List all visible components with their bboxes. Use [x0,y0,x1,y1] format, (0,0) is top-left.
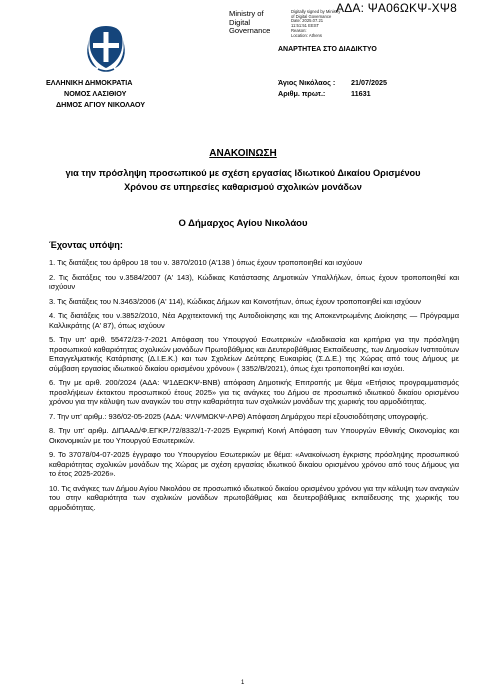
document-meta [278,77,387,99]
publish-notice: ΑΝΑΡΤΗΤΕΑ ΣΤΟ ΔΙΑΔΙΚΤΥΟ [278,46,377,53]
subtitle-line: Χρόνου σε υπηρεσίες καθαρισμού σχολικών μονάδων [124,181,362,192]
signature-detail: 11:51:51 EEST [291,23,320,29]
subtitle-line: για την πρόσληψη προσωπικού με σχέση εργασίας Ιδιωτικού Δικαίου Ορισμένου [65,168,421,178]
list-item: 7. Την υπ' αριθμ.: 936/02-05-2025 (ΑΔΑ: ΨΛΨΜΩΚΨ-ΛΡΘ) Απόφαση Δημάρχου περί εξουσιοδότησης υπογραφής. [49,411,429,421]
document-date: 21/07/2025 [351,78,387,87]
mayor-heading: Ο Δήμαρχος Αγίου Νικολάου [178,218,308,229]
signature-detail: Digitally signed by Ministry [291,9,341,14]
list-item: 4. Τις διατάξεις του ν.3852/2010, Νέα Αρχιτεκτονική της Αυτοδιοίκησης και της Αποκεντρωμένης Διοίκησης — Πρόγραμμα Καλλικράτης (Α' 87), όπως ισχύουν [49,311,459,330]
list-item: 5. Την υπ' αριθ. 55472/23-7-2021 Απόφαση του Υπουργού Εσωτερικών «Διαδικασία και κριτήρια για την πρόσληψη προσωπικού καθαριότητας σχολικών μονάδων Πρωτοβάθμιας και Δευτεροβάθμιας Εκπαίδευσης, των Δημοσίων Ινστιτούτων Επαγγελματικής Κατάρτισης (Δ.Ι.Ε.Κ.) και των Σχολείων Δεύτερης Ευκαιρίας (Σ.Δ.Ε.) της Χώρας από τους Δήμους με σύμβαση εργασίας ιδιωτικού δικαίου ορισμένου χρόνου» ( 3352/Β/2021), όπως έχει τροποποιηθεί και ισχύει. [49,335,459,373]
page-number: 1 [241,680,245,686]
issuer-block [46,77,145,110]
signature-org-line: Ministry of [229,9,264,18]
considerations-list [49,258,459,517]
place-label: Άγιος Νικόλαος : [278,78,336,87]
signature-detail: Reason: [291,27,307,33]
protocol-number: 11631 [351,89,371,98]
greek-emblem-icon [84,24,128,74]
announcement-title: ΑΝΑΚΟΙΝΩΣΗ [209,148,277,159]
signature-detail: of Digital Governance [291,13,332,19]
protocol-label: Αριθμ. πρωτ.: [278,89,326,98]
issuer-country: ΕΛΛΗΝΙΚΗ ΔΗΜΟΚΡΑΤΙΑ [46,78,133,87]
issuer-prefecture: ΝΟΜΟΣ ΛΑΣΙΘΙΟΥ [64,89,127,98]
list-item: 2. Τις διατάξεις του ν.3584/2007 (Α' 143), Κώδικας Κατάστασης Δημοτικών Υπαλλήλων, όπως έχουν τροποποιηθεί και ισχύουν [49,272,459,291]
list-item: 9. Το 37078/04-07-2025 έγγραφο του Υπουργείου Εσωτερικών με θέμα: «Ανακοίνωση έγκρισης πρόσληψης προσωπικού καθαριότητας σχολικών μονάδων της Χώρας με σχέση εργασίας ιδιωτικού δικαίου ορισμένου χρόνου από τους Δήμους για το έτος 2025-2026». [49,450,459,478]
digital-signature [229,10,351,38]
signature-org-line: Digital [229,17,251,27]
list-item: 3. Τις διατάξεις του Ν.3463/2006 (Α' 114), Κώδικας Δήμων και Κοινοτήτων, όπως έχουν τροποποιηθεί και ισχύουν [49,296,421,306]
considerations-heading: Έχοντας υπόψη: [49,240,123,250]
list-item: 8. Την υπ' αριθμ. ΔΙΠΑΑΔ/Φ.ΕΓΚΡ./72/8332/1-7-2025 Εγκριτική Κοινή Απόφαση των Υπουργών Εθνικής Οικονομίας και Οικονομικών με του Υπουργού Εσωτερικών. [49,426,459,445]
issuer-municipality: ΔΗΜΟΣ ΑΓΙΟΥ ΝΙΚΟΛΑΟΥ [56,100,146,109]
list-item: 10. Τις ανάγκες των Δήμου Αγίου Νικολάου σε προσωπικό ιδιωτικού δικαίου ορισμένου χρόνου για την κάλυψη των αναγκών του στην καθαριότητα των σχολικών μονάδων πρωτοβάθμιας και δευτεροβάθμιας εκπαίδευσης της χωρικής του αρμοδιότητας. [49,483,459,512]
signature-detail: Date: 2025.07.21 [291,18,324,24]
signature-detail: Location: Athens [291,32,322,38]
list-item: 6. Την με αριθ. 200/2024 (ΑΔΑ: Ψ1ΔΕΩΚΨ-ΒΝΒ) απόφαση Δημοτικής Επιτροπής με θέμα «Ετήσιος προγραμματισμός προσλήψεων έκτακτου προσωπικού έτους 2025» για τις ανάγκες του Δήμου σε προσωπικό ιδιωτικού δικαίου ορισμένου χρόνου για την κάλυψη των αναγκών του στην καθαριότητα των σχολικών μονάδων της χωρικής του αρμοδιότητας. [49,378,459,406]
announcement-subtitle [0,167,486,194]
ada-code: ΑΔΑ: ΨΑ06ΩΚΨ-ΧΨ8 [336,1,457,15]
signature-org-line: Governance [229,26,271,36]
list-item: 1. Τις διατάξεις του άρθρου 18 του ν. 3870/2010 (Α'138 ) όπως έχουν τροποποιηθεί και ισχύουν [49,258,363,267]
